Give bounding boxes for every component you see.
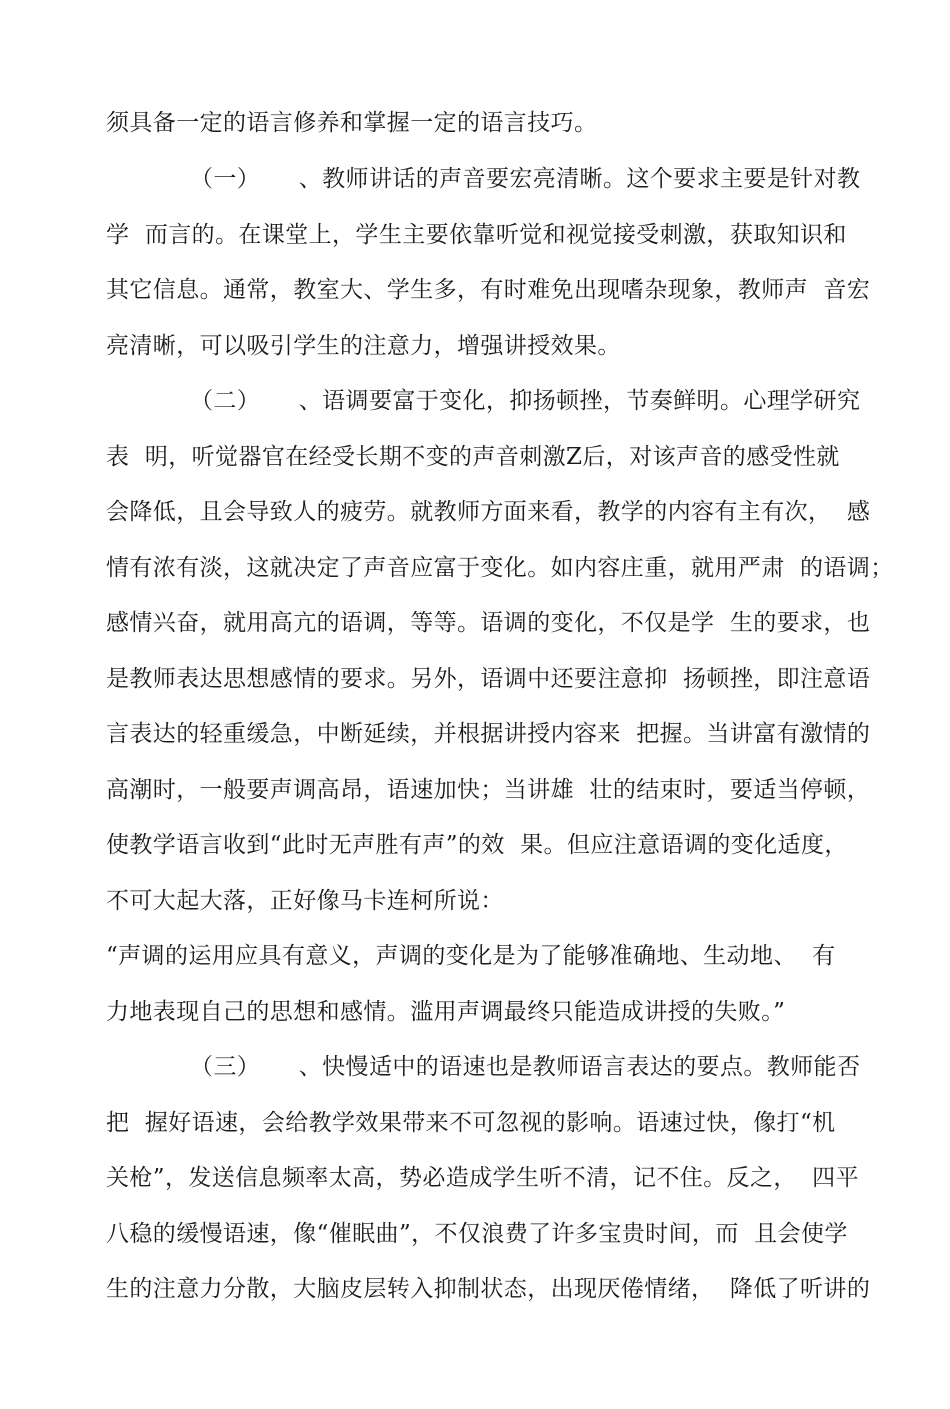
text-line: “声调的运用应具有意义，声调的变化是为了能够准确地、生动地、 有 [106,943,836,969]
text-line: 亮清晰，可以吸引学生的注意力，增强讲授效果。 [106,333,621,359]
text-line: 高潮时，一般要声调高昂，语速加快；当讲雄 壮的结束时，要适当停顿， [106,777,871,803]
text-line: 表 明，听觉器官在经受长期不变的声音刺激Z后，对该声音的感受性就 [106,444,840,470]
text-line: 八稳的缓慢语速，像“催眠曲”，不仅浪费了许多宝贵时间，而 且会使学 [106,1221,848,1247]
text-line: （二） 、语调要富于变化，抑扬顿挫，节奏鲜明。心理学研究 [190,388,861,414]
text-line: 须具备一定的语言修养和掌握一定的语言技巧。 [106,110,598,136]
text-line: 会降低，且会导致人的疲劳。就教师方面来看，教学的内容有主有次， 感 [106,499,871,525]
text-line: （一） 、教师讲话的声音要宏亮清晰。这个要求主要是针对教 [190,166,861,192]
text-line: 是教师表达思想感情的要求。另外，语调中还要注意抑 扬顿挫，即注意语 [106,666,871,692]
text-line: 生的注意力分散，大脑皮层转入抑制状态，出现厌倦情绪， 降低了听讲的 [106,1276,871,1302]
text-line: （三） 、快慢适中的语速也是教师语言表达的要点。教师能否 [190,1054,861,1080]
text-line: 把 握好语速，会给教学效果带来不可忽视的影响。语速过快，像打“机 [106,1110,836,1136]
text-line: 感情兴奋，就用高亢的语调，等等。语调的变化，不仅是学 生的要求，也 [106,610,871,636]
text-line: 其它信息。通常，教室大、学生多，有时难免出现嗜杂现象，教师声 音宏 [106,277,871,303]
text-line: 使教学语言收到“此时无声胜有声”的效 果。但应注意语调的变化适度， [106,832,848,858]
text-line: 情有浓有淡，这就决定了声音应富于变化。如内容庄重，就用严肃 的语调； [106,555,894,581]
text-line: 学 而言的。在课堂上，学生主要依靠听觉和视觉接受刺激，获取知识和 [106,222,847,248]
text-line: 言表达的轻重缓急，中断延续，并根据讲授内容来 把握。当讲富有激情的 [106,721,871,747]
text-line: 力地表现自己的思想和感情。滥用声调最终只能造成讲授的失败。” [106,999,786,1025]
text-line: 关枪”，发送信息频率太高，势必造成学生听不清，记不住。反之， 四平 [106,1165,859,1191]
text-line: 不可大起大落，正好像马卡连柯所说： [106,888,504,914]
